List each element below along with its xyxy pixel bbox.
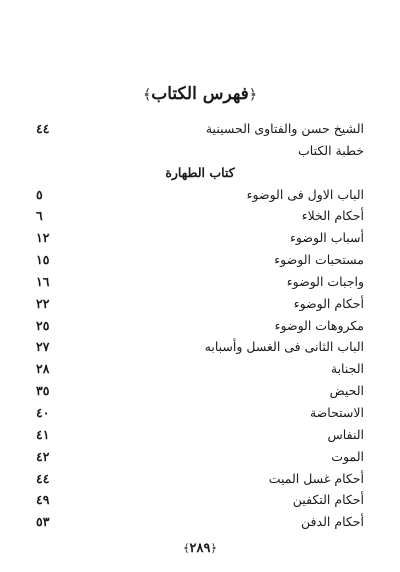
toc-entry-label: واجبات الوضوء	[286, 273, 364, 289]
toc-row	[36, 511, 364, 533]
toc-page-number: ٢٢	[36, 295, 50, 311]
toc-entry-label: مكروهات الوضوء	[274, 317, 364, 333]
toc-row	[36, 380, 364, 402]
toc-row	[36, 249, 364, 271]
toc-page-number: ٤٢	[36, 448, 50, 464]
toc-row	[36, 271, 364, 293]
toc-page-number: ٣٥	[36, 383, 50, 399]
footer-ornament-left: ﴾	[183, 542, 190, 555]
title-ornament-right: ﴿	[248, 87, 258, 103]
toc-entry-label: الاستحاضة	[309, 404, 364, 420]
toc-heading-label: كتاب الطهارة	[165, 164, 235, 180]
toc-row	[36, 468, 364, 490]
toc-page-number: ٥	[36, 186, 43, 202]
toc-page-number: ٤١	[36, 426, 50, 442]
toc-entry-label: أحكام غسل الميت	[268, 470, 364, 486]
toc-entry-label: أحكام الوضوء	[293, 295, 364, 311]
toc-row	[36, 315, 364, 337]
toc-section-heading	[36, 162, 364, 184]
toc-entry-label: النفاس	[327, 426, 364, 442]
toc-row	[36, 402, 364, 424]
toc-list	[36, 118, 364, 533]
toc-entry-label: خطبة الكتاب	[298, 142, 364, 158]
toc-row	[36, 293, 364, 315]
toc-entry-label: أسباب الوضوء	[290, 230, 364, 246]
toc-row	[36, 184, 364, 206]
toc-row	[36, 336, 364, 358]
toc-entry-label: أحكام الخلاء	[301, 208, 364, 224]
footer-page-number: ٢٨٩	[189, 541, 211, 556]
toc-entry-label: الموت	[331, 448, 364, 464]
toc-page-number: ٤٤	[36, 470, 50, 486]
toc-page-number: ١٦	[36, 273, 50, 289]
title-ornament-left: ﴾	[142, 87, 152, 103]
toc-page-number: ٢٥	[36, 317, 50, 333]
toc-row	[36, 118, 364, 140]
toc-row	[36, 424, 364, 446]
toc-page-number: ٢٨	[36, 361, 50, 377]
toc-row	[36, 140, 364, 162]
toc-row	[36, 227, 364, 249]
toc-page-number: ١٥	[36, 252, 50, 268]
toc-page-number: ٤٤	[36, 121, 50, 136]
toc-entry-label: أحكام التكفين	[292, 492, 364, 508]
footer-ornament-right: ﴿	[210, 542, 217, 555]
toc-page-number: ٥٣	[36, 514, 50, 530]
toc-entry-label: الحيض	[329, 383, 364, 399]
page-footer	[0, 541, 400, 556]
toc-row	[36, 358, 364, 380]
toc-row	[36, 446, 364, 468]
toc-page-number: ٤٩	[36, 492, 50, 508]
title-text: فهرس الكتاب	[151, 84, 249, 104]
toc-entry-label: الباب الاول فى الوضوء	[246, 186, 364, 202]
toc-page-number: ٢٧	[36, 339, 50, 355]
toc-page-number: ١٢	[36, 230, 50, 246]
toc-row	[36, 205, 364, 227]
toc-entry-label: الباب الثانى فى الغسل وأسبابه	[204, 339, 364, 355]
toc-entry-label: الجنابة	[330, 361, 364, 377]
toc-entry-label: الشيخ حسن والفتاوى الحسينية	[205, 121, 364, 136]
toc-entry-label: مستحبات الوضوء	[274, 252, 364, 268]
toc-page-number: ٤٠	[36, 404, 50, 420]
page-title	[0, 84, 400, 104]
toc-page-number: ٦	[36, 208, 43, 224]
toc-row	[36, 489, 364, 511]
toc-entry-label: أحكام الدفن	[301, 514, 364, 530]
